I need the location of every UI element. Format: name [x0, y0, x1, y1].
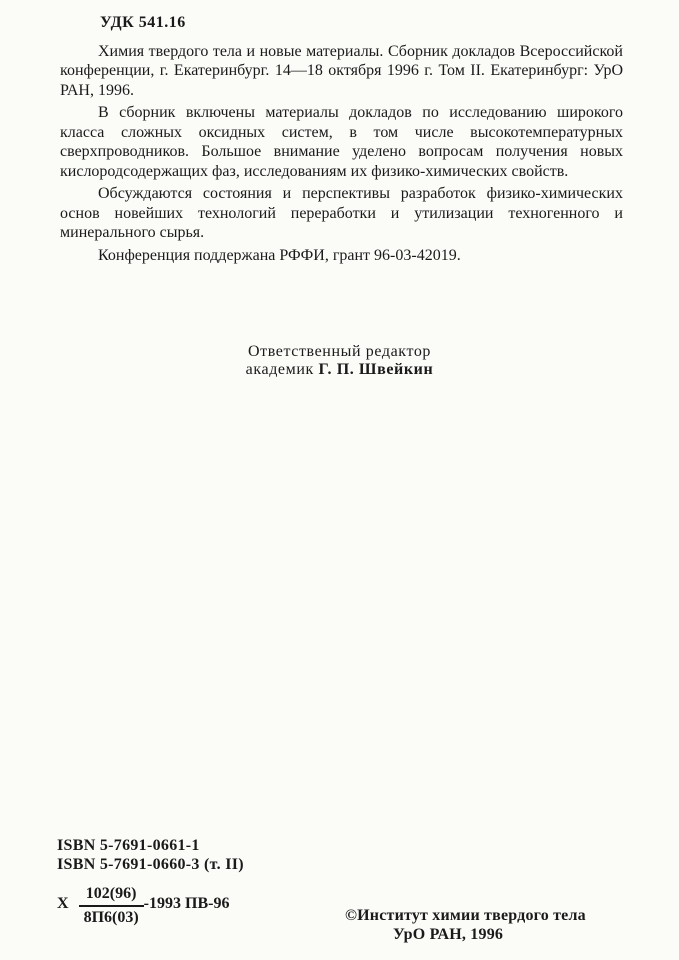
annotation-paragraph-2: Обсуждаются состояния и перспективы разработок физико-химических основ новейших технологий переработки и утилизации техногенного и минерального сырья. — [60, 185, 623, 241]
isbn-block — [57, 836, 244, 874]
editor-block — [0, 343, 679, 379]
isbn-set: ISBN 5-7691-0660-3 (т. II) — [57, 856, 244, 873]
catalog-prefix: Х — [57, 894, 69, 912]
top-text-block — [60, 13, 623, 265]
catalog-suffix: -1993 ПВ-96 — [143, 894, 230, 912]
catalog-denominator: 8П6(03) — [83, 908, 139, 926]
isbn-volume: ISBN 5-7691-0661-1 — [57, 837, 200, 854]
copyright-holder: ©Институт химии твердого тела — [345, 907, 586, 924]
editor-title: академик — [245, 361, 314, 378]
udc-number: УДК 541.16 — [100, 14, 186, 31]
editor-name: Г. П. Швейкин — [318, 361, 434, 378]
editor-role: Ответственный редактор — [247, 343, 432, 360]
catalog-code — [57, 884, 229, 927]
bibliographic-description: Химия твердого тела и новые материалы. Сборник докладов Всероссийской конференции, г. Екатеринбург. 14—18 октября 1996 г. Том II. Екатеринбург: УрО РАН, 1996. — [60, 42, 623, 99]
editor-name-line — [0, 361, 679, 379]
catalog-numerator: 102(96) — [79, 884, 144, 907]
catalog-fraction — [79, 884, 144, 927]
annotation-paragraph-1: В сборник включены материалы докладов по исследованию широкого класса сложных оксидных систем, в том числе высокотемпературных сверхпроводников. Большое внимание уделено вопросам получения новых кислородсодержащих фаз, исследованиям их физико-химических свойств. — [60, 104, 623, 180]
grant-note: Конференция поддержана РФФИ, грант 96-03-42019. — [98, 246, 461, 264]
copyright-block — [345, 906, 586, 944]
copyright-year: УрО РАН, 1996 — [393, 926, 504, 943]
